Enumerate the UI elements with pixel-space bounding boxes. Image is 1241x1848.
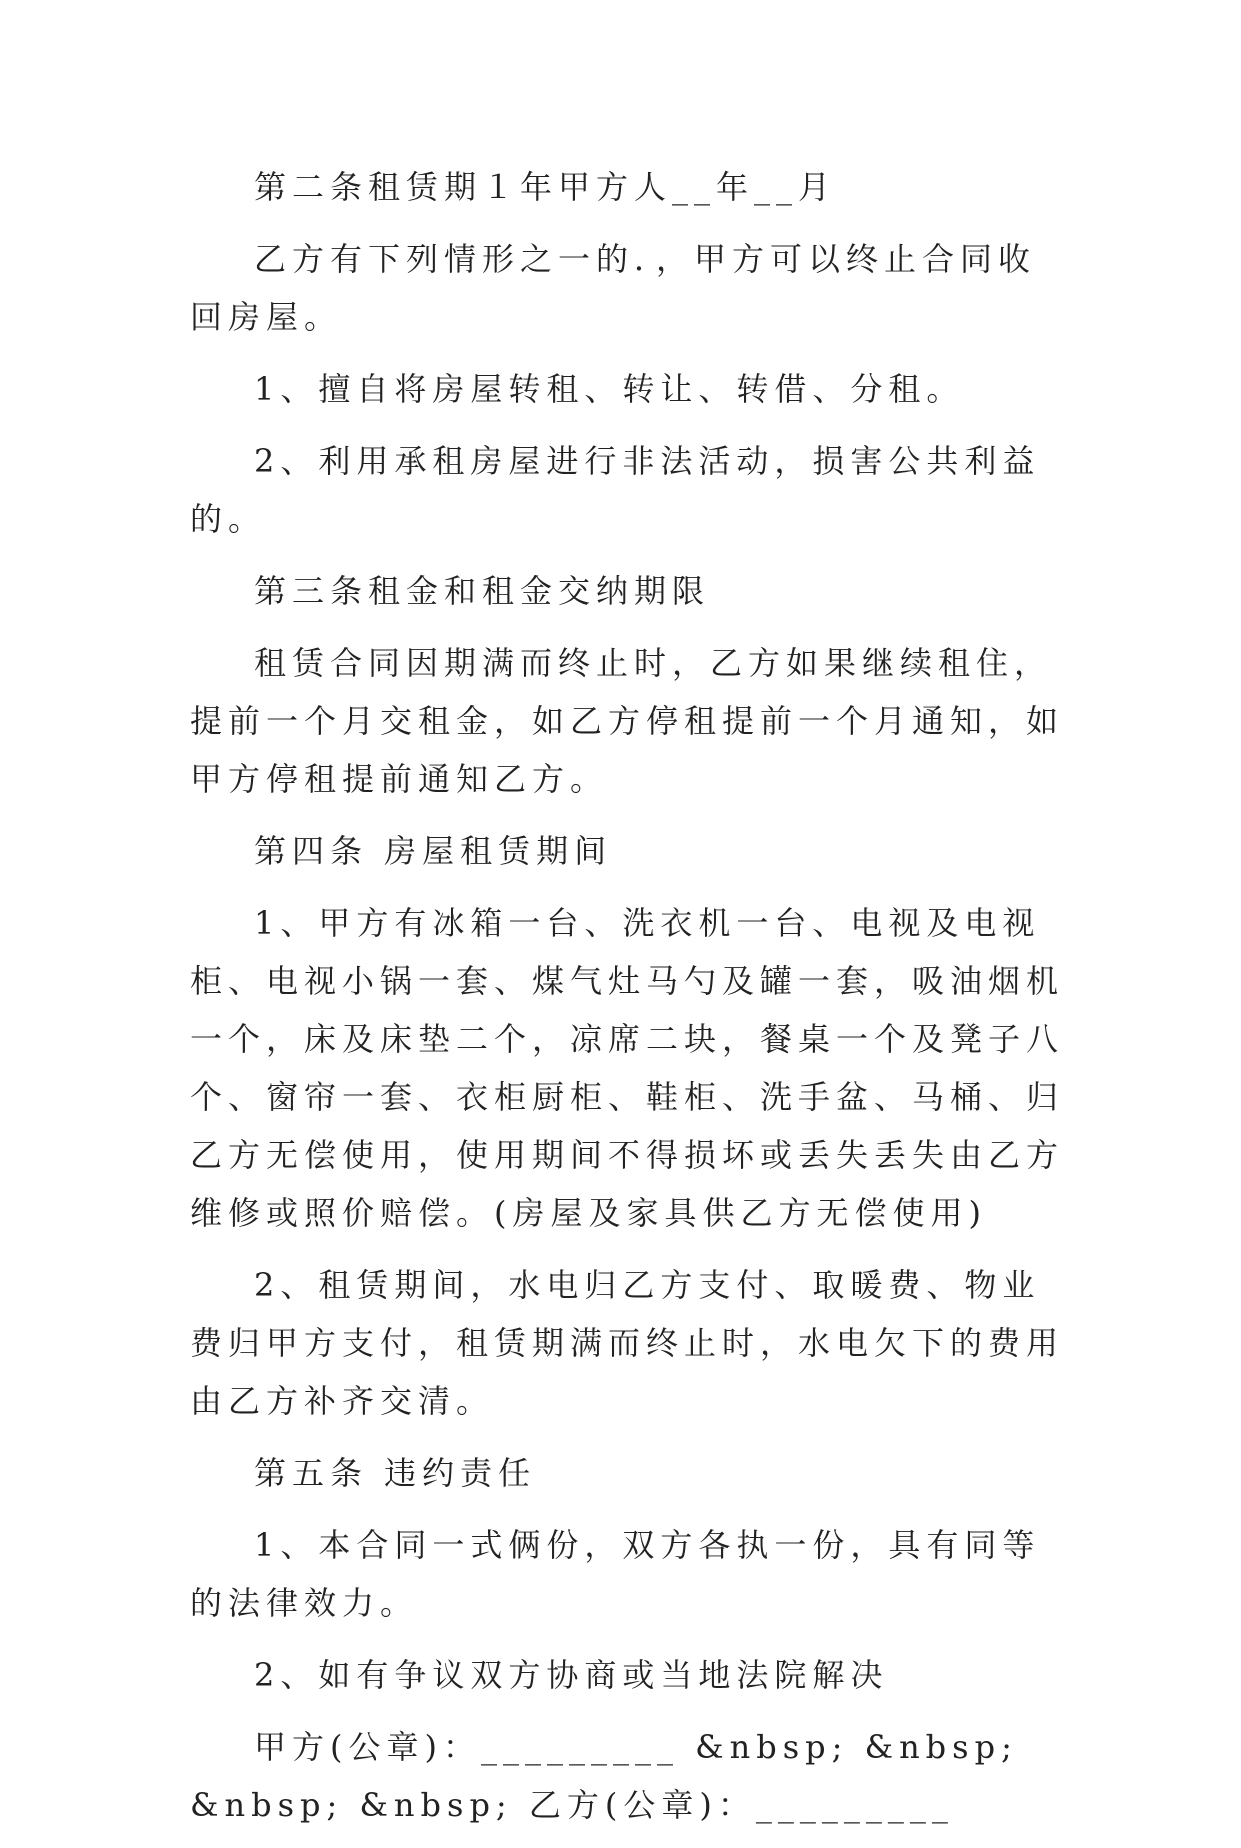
paragraph-rent-terms: 租赁合同因期满而终止时，乙方如果继续租住，提前一个月交租金，如乙方停租提前一个月通知，如甲方停租提前通知乙方。: [190, 644, 1065, 798]
contract-document: [190, 158, 1065, 1848]
clause-3-title: 第三条租金和租金交纳期限: [254, 572, 711, 610]
list-item-1: 1、擅自将房屋转租、转让、转借、分租。: [254, 370, 965, 408]
list-item-2: 2、利用承租房屋进行非法活动，损害公共利益的。: [190, 442, 1041, 538]
clause-2-title: 第二条租赁期１年甲方人__年__月: [254, 168, 837, 206]
clause-4-title: 第四条 房屋租赁期间: [254, 832, 613, 870]
paragraph-furniture: 1、甲方有冰箱一台、洗衣机一台、电视及电视柜、电视小锅一套、煤气灶马勺及罐一套，吸油烟机一个，床及床垫二个，凉席二块，餐桌一个及凳子八个、窗帘一套、衣柜厨柜、鞋柜、洗手盆、马桶、归乙方无偿使用，使用期间不得损坏或丢失丢失由乙方维修或照价赔偿。(房屋及家具供乙方无偿使用): [190, 904, 1065, 1232]
paragraph-copies: 1、本合同一式俩份，双方各执一份，具有同等的法律效力。: [190, 1526, 1041, 1622]
paragraph-utilities: 2、租赁期间，水电归乙方支付、取暖费、物业费归甲方支付，租赁期满而终止时，水电欠下的费用由乙方补齐交清。: [190, 1266, 1065, 1420]
signature-line: 甲方(公章)：_________ &nbsp; &nbsp; &nbsp; &nbsp; 乙方(公章)：_________: [190, 1728, 1035, 1824]
clause-5-title: 第五条 违约责任: [254, 1454, 537, 1492]
paragraph-termination: 乙方有下列情形之一的．，甲方可以终止合同收回房屋。: [190, 240, 1037, 336]
paragraph-dispute: 2、如有争议双方协商或当地法院解决: [254, 1656, 889, 1694]
